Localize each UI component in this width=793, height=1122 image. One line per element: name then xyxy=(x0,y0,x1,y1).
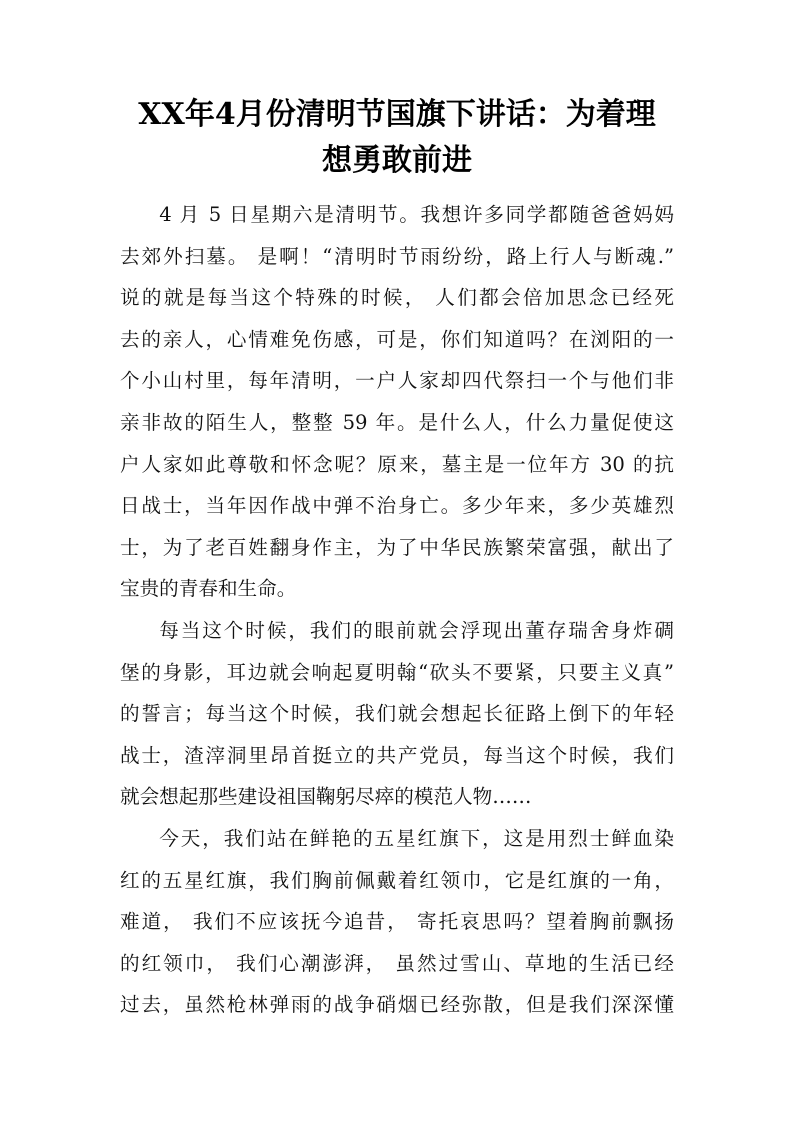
text-line: 4 月 5 日星期六是清明节。我想许多同学都随爸爸妈妈 xyxy=(159,203,674,226)
text-line: 红的五星红旗，我们胸前佩戴着红领巾，它是红旗的一角， xyxy=(120,868,674,892)
text-line: 士，为了老百姓翻身作主，为了中华民族繁荣富强，献出了 xyxy=(120,535,674,559)
text-line: 户人家如此尊敬和怀念呢？原来，墓主是一位年方 30 的抗 xyxy=(120,452,674,476)
paragraph-1 xyxy=(120,194,674,610)
text-line: 就会想起那些建设祖国鞠躬尽瘁的模范人物…… xyxy=(120,785,532,809)
text-line: 宝贵的青春和生命。 xyxy=(120,577,297,601)
text-line: 说的就是每当这个特殊的时候， 人们都会倍加思念已经死 xyxy=(120,286,674,310)
text-line: 的红领巾， 我们心潮澎湃， 虽然过雪山、草地的生活已经 xyxy=(120,951,674,975)
text-line: 每当这个时候，我们的眼前就会浮现出董存瑞舍身炸碉 xyxy=(159,618,674,642)
title-line-1: XX年4月份清明节国旗下讲话：为着理 xyxy=(138,97,656,132)
paragraph-3 xyxy=(120,818,674,1026)
text-line: 过去，虽然枪林弹雨的战争硝烟已经弥散，但是我们深深懂 xyxy=(120,993,674,1017)
text-line: 今天，我们站在鲜艳的五星红旗下，这是用烈士鲜血染 xyxy=(159,826,674,850)
text-line: 去郊外扫墓。 是啊！“清明时节雨纷纷，路上行人与断魂.” xyxy=(120,244,674,268)
text-line: 战士，渣滓洞里昂首挺立的共产党员，每当这个时候，我们 xyxy=(120,743,674,767)
text-line: 亲非故的陌生人，整整 59 年。是什么人，什么力量促使这 xyxy=(120,410,674,434)
text-line: 去的亲人，心情难免伤感，可是，你们知道吗？在浏阳的一 xyxy=(120,327,674,351)
title-line-2: 想勇敢前进 xyxy=(322,143,472,178)
document-title xyxy=(120,92,674,184)
text-line: 堡的身影，耳边就会响起夏明翰“砍头不要紧，只要主义真” xyxy=(120,660,674,684)
text-line: 难道， 我们不应该抚今追昔， 寄托哀思吗？望着胸前飘扬 xyxy=(120,910,674,934)
paragraph-2 xyxy=(120,610,674,818)
document-page xyxy=(120,92,674,1026)
text-line: 的誓言；每当这个时候，我们就会想起长征路上倒下的年轻 xyxy=(120,702,674,726)
text-line: 日战士，当年因作战中弹不治身亡。多少年来，多少英雄烈 xyxy=(120,494,674,518)
text-line: 个小山村里，每年清明，一户人家却四代祭扫一个与他们非 xyxy=(120,369,674,393)
